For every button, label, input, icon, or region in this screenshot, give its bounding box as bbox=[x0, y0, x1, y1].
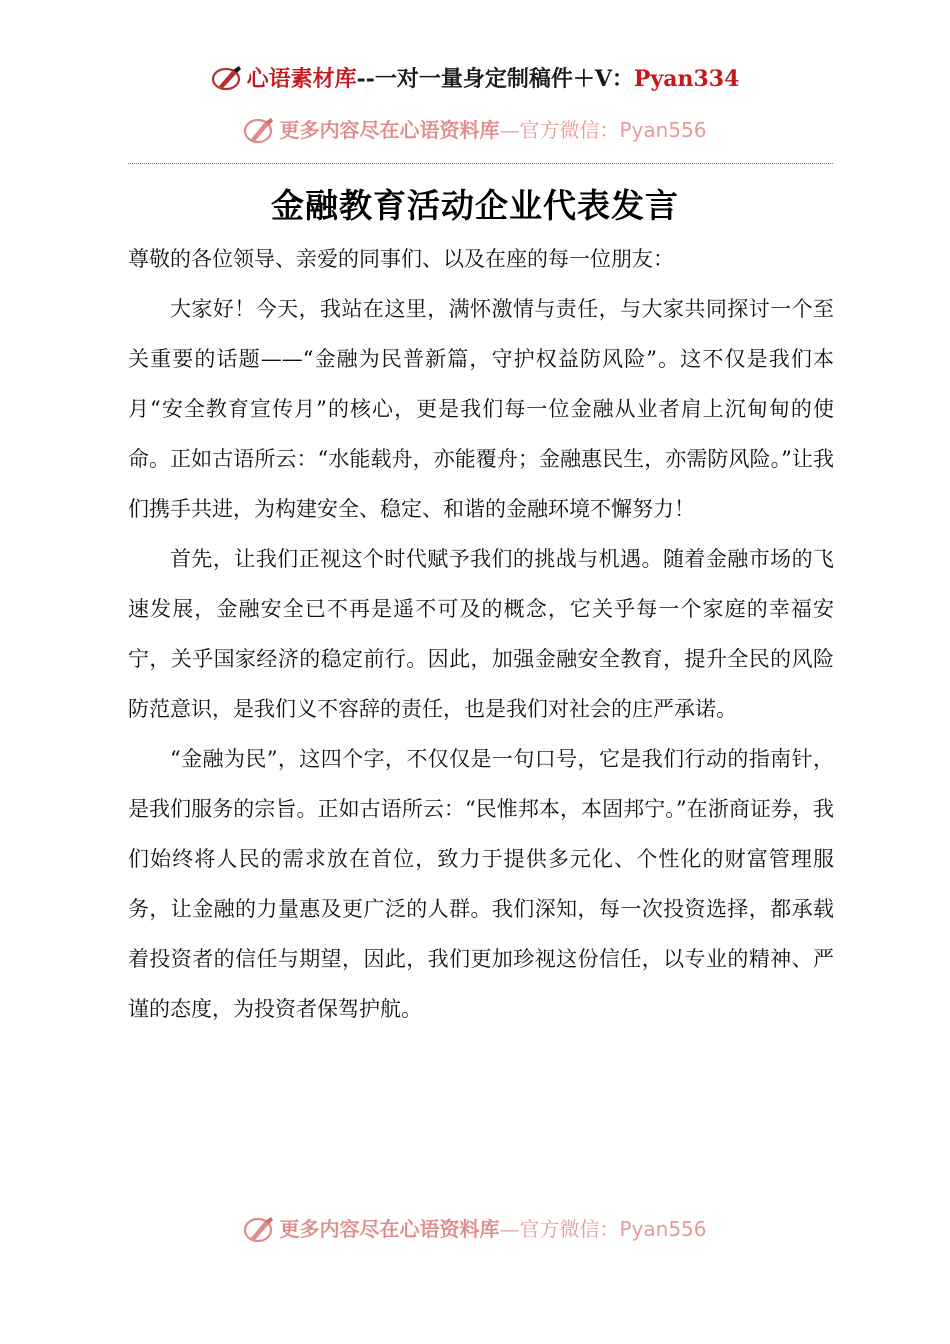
watermark-top bbox=[0, 114, 950, 145]
pen-nib-logo-icon bbox=[243, 1214, 277, 1244]
paragraph-3: “金融为民”，这四个字，不仅仅是一句口号，它是我们行动的指南针，是我们服务的宗旨。正如古语所云：“民惟邦本，本固邦宁。”在浙商证券，我们始终将人民的需求放在首位，致力于提供多元化、个性化的财富管理服务，让金融的力量惠及更广泛的人群。我们深知，每一次投资选择，都承载着投资者的信任与期望，因此，我们更加珍视这份信任，以专业的精神、严谨的态度，为投资者保驾护航。 bbox=[128, 747, 834, 1021]
pen-nib-logo-icon bbox=[243, 115, 277, 145]
paragraph-2: 首先，让我们正视这个时代赋予我们的挑战与机遇。随着金融市场的飞速发展，金融安全已不再是遥不可及的概念，它关乎每一个家庭的幸福安宁，关乎国家经济的稳定前行。因此，加强金融安全教育，提升全民的风险防范意识，是我们义不容辞的责任，也是我们对社会的庄严承诺。 bbox=[128, 547, 834, 721]
watermark-text: 更多内容尽在心语资料库 bbox=[279, 118, 500, 142]
watermark-bottom bbox=[0, 1213, 950, 1244]
watermark-id: Pyan556 bbox=[619, 118, 707, 142]
header-contact: Pyan334 bbox=[633, 66, 740, 92]
watermark-dash: —官方微信： bbox=[499, 1217, 620, 1241]
header-brand: 心语素材库 bbox=[246, 66, 357, 92]
watermark-text: 更多内容尽在心语资料库 bbox=[279, 1217, 500, 1241]
header-banner bbox=[0, 62, 950, 93]
salutation: 尊敬的各位领导、亲爱的同事们、以及在座的每一位朋友： bbox=[128, 247, 674, 271]
document-title: 金融教育活动企业代表发言 bbox=[271, 186, 679, 225]
document-body bbox=[128, 234, 834, 1034]
header-divider bbox=[128, 163, 833, 164]
paragraph-1: 大家好！今天，我站在这里，满怀激情与责任，与大家共同探讨一个至关重要的话题——“金融为民普新篇，守护权益防风险”。这不仅是我们本月“安全教育宣传月”的核心，更是我们每一位金融从业者肩上沉甸甸的使命。正如古语所云：“水能载舟，亦能覆舟；金融惠民生，亦需防风险。”让我们携手共进，为构建安全、稳定、和谐的金融环境不懈努力！ bbox=[128, 297, 834, 521]
header-tagline: --一对一量身定制稿件＋V： bbox=[356, 66, 634, 92]
watermark-dash: —官方微信： bbox=[499, 118, 620, 142]
pen-nib-logo-icon bbox=[211, 64, 245, 92]
watermark-id: Pyan556 bbox=[619, 1217, 707, 1241]
